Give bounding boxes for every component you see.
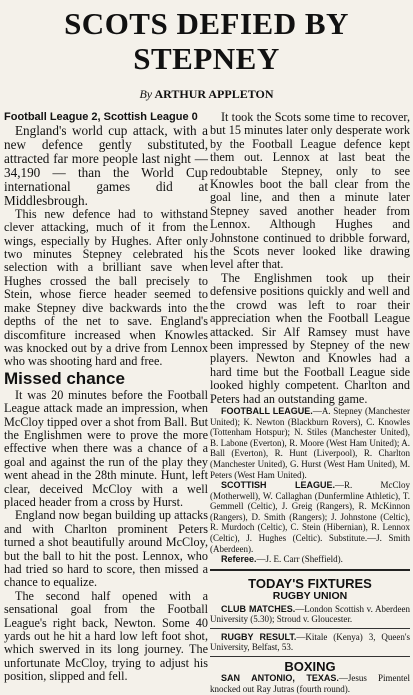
team-football-league bbox=[210, 406, 410, 480]
article-paragraph-5: The second half opened with a sensational goal from the Football League's right back, Newton. Some 40 yards out he hit a hard low left foot shot, which swerved in its long journey. The unfortunate McCloy, trying to adjust his position, slipped and fell. bbox=[4, 588, 208, 684]
article-paragraph-3: It was 20 minutes before the Football League attack made an impression, when McCloy tipped over a shot from Ball. But the Englishmen were to prove the more effective when there was a chance of a goal and against the run of the play they went ahead in the 28th minute. Hunt, left clear, deceived McCloy with a well placed header from a cross by Hurst. bbox=[4, 387, 208, 509]
team-fl-text: —A. Stepney (Manchester United); K. Newton (Blackburn Rovers), C. Knowles (Tottenham Hotspur); N. Stiles (Manchester United), B. Labone (Everton), R. Moore (West Ham United); A. Ball (Everton), R. Hunt (Liverpool), R. Charlton (Manchester United), G. Hurst (West Ham United), M. Peters (West Ham United). bbox=[210, 405, 410, 480]
rugby-result bbox=[210, 632, 410, 653]
boxing-title: BOXING bbox=[284, 659, 336, 675]
article-subhead: Missed chance bbox=[4, 368, 125, 388]
divider bbox=[210, 569, 410, 571]
byline bbox=[0, 87, 413, 102]
team-sl-text: —R. McCloy (Motherwell), W. Callaghan (Dunfermline Athletic), T. Gemmell (Celtic), J. Greig (Rangers), R. McKinnon (Rangers), D. Smith (Rangers); J. Johnstone (Celtic), R. Murdoch (Celtic), C. Stein (Hibernian), R. Lennox (Celtic), J. Hughes (Celtic). Substitute.—J. Smith (Aberdeen). bbox=[210, 480, 410, 554]
article-paragraph-2: This new defence had to withstand clever attacking, much of it from the wings, especially by Hughes. After only two minutes Stepney celebrated his selection with a brilliant save when Hughes crossed the ball precisely to Stein, whose fierce header seemed to make Stepney dive backwards into the depths of the net to save. England's discomfiture increased when Knowles was knocked out by a drive from Lennox who was shooting hard and free. bbox=[4, 206, 208, 369]
fixtures-title: TODAY'S FIXTURES bbox=[248, 575, 372, 591]
byline-prefix: By bbox=[139, 87, 153, 101]
divider bbox=[210, 628, 410, 629]
article-paragraph-6: It took the Scots some time to recover, but 15 minutes later only desperate work by the Football League defence kept them out. Lennox at last beat the redoubtable Stepney, only to see Knowles boot the ball clear from the goal line, and then a minute later Stepney saved another header from Lennox. Although Hughes and Johnstone continued to dribble forward, the Scots never looked like drawing level after that. bbox=[210, 110, 410, 272]
byline-author: ARTHUR APPLETON bbox=[154, 87, 274, 101]
article-kicker: Football League 2, Scottish League 0 bbox=[4, 111, 198, 123]
boxing-label: SAN ANTONIO, TEXAS. bbox=[221, 673, 339, 684]
article-column-right bbox=[210, 110, 411, 695]
referee-text: —J. E. Carr (Sheffield). bbox=[256, 554, 343, 565]
boxing-result bbox=[210, 673, 410, 694]
result-text: —Kitale (Kenya) 3, Queen's University, Belfast, 53. bbox=[210, 631, 410, 653]
headline-line-1: SCOTS DEFIED BY bbox=[64, 6, 349, 41]
boxing-text: —Jesus Pimentel knocked out Ray Jutras (fourth round). bbox=[210, 673, 411, 695]
result-label: RUGBY RESULT. bbox=[221, 631, 297, 642]
club-matches bbox=[210, 604, 410, 625]
referee bbox=[210, 554, 410, 565]
referee-label: Referee. bbox=[221, 554, 257, 565]
headline-line-2: STEPNEY bbox=[133, 41, 280, 76]
divider bbox=[210, 656, 410, 657]
team-scottish-league bbox=[210, 480, 410, 554]
article-paragraph-4: England now began building up attacks and with Charlton prominent Peters turned a shot beautifully around McCloy, but the ball to hit the post. Lennox, who had tried so hard to score, then missed a chance to equalize. bbox=[4, 508, 208, 590]
club-label: CLUB MATCHES. bbox=[221, 603, 296, 614]
team-sl-label: SCOTTISH LEAGUE. bbox=[221, 480, 335, 491]
team-fl-label: FOOTBALL LEAGUE. bbox=[221, 405, 313, 416]
rugby-union-title: RUGBY UNION bbox=[272, 590, 348, 603]
article-lead: England's world cup attack, with a new defence gently substituted, attracted far more people last night — 34,190 — than the World Cup international games did at Middlesbrough. bbox=[4, 123, 208, 208]
club-text: —London Scottish v. Aberdeen University (5.30); Stroud v. Gloucester. bbox=[210, 603, 411, 625]
article-paragraph-7: The Englishmen took up their defensive positions quickly and well and the crowd was left to roar their appreciation when the Football League attacked. Sir Alf Ramsey must have been impressed by Stepney of the new players. Newton and Knowles had a hard time but the Football League side looked highly competent. Charlton and Peters had an outstanding game. bbox=[210, 270, 410, 406]
article-column-left bbox=[4, 111, 208, 684]
